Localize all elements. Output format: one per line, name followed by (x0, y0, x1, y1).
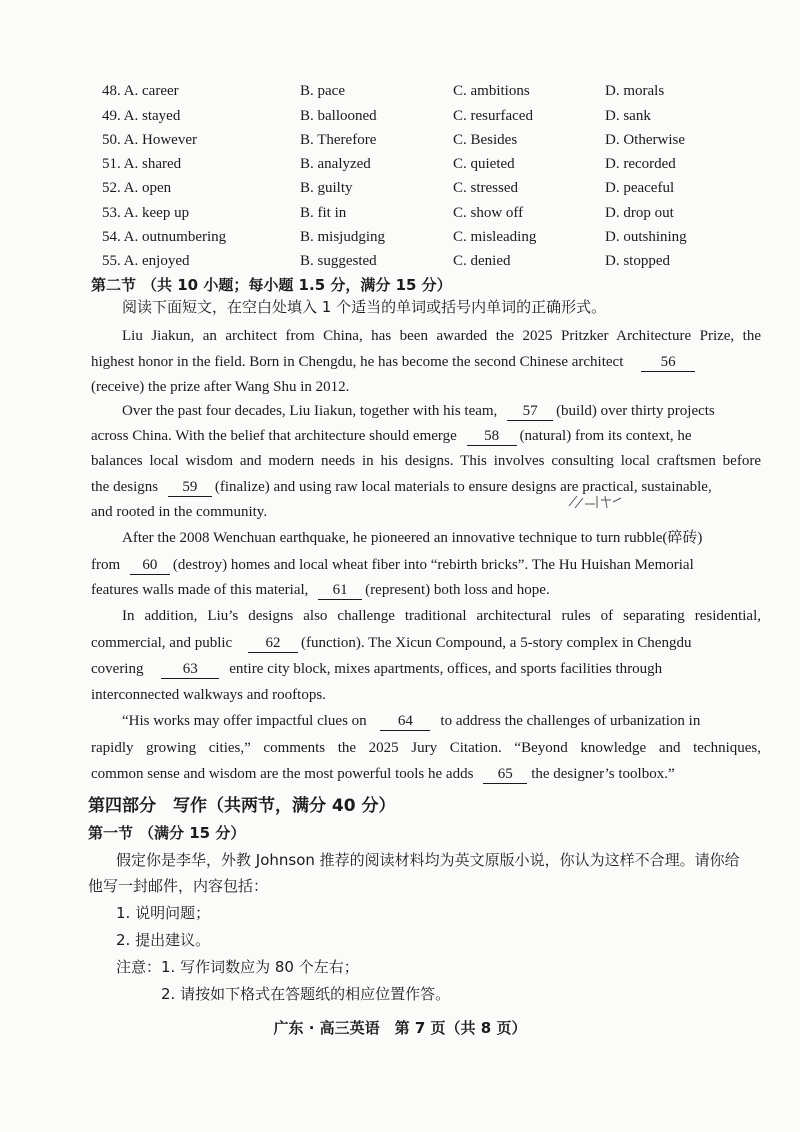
option-d[interactable]: D. sank (605, 108, 651, 124)
option-d[interactable]: D. stopped (605, 253, 670, 269)
part-4-section-1-meta: （满分 15 分） (139, 824, 246, 842)
passage-line: covering 63 entire city block, mixes apartments, offices, and sports facilities through (91, 661, 663, 677)
passage-line: rapidly growing cities,” comments the 2025 Jury Citation. “Beyond knowledge and techniques, (91, 740, 761, 756)
passage-line: commercial, and public 62 (function). The Xicun Compound, a 5-story complex in Chengdu (91, 635, 692, 651)
blank-58[interactable]: 58 (467, 428, 517, 446)
writing-prompt-line: 他写一封邮件，内容包括： (88, 877, 269, 895)
option-c[interactable]: C. denied (453, 253, 511, 269)
option-d[interactable]: D. recorded (605, 156, 676, 172)
option-a[interactable]: 54. A. outnumbering (102, 229, 227, 245)
passage-line: features walls made of this material, 61 (represent) both loss and hope. (91, 582, 550, 598)
option-d[interactable]: D. Otherwise (605, 132, 685, 148)
option-d[interactable]: D. peaceful (605, 180, 675, 196)
writing-item: 2. 提出建议。 (116, 931, 211, 949)
passage-line: (receive) the prize after Wang Shu in 2012. (91, 379, 350, 395)
passage-line: “His works may offer impactful clues on 64 to address the challenges of urbanization in (122, 713, 701, 729)
option-d[interactable]: D. drop out (605, 205, 674, 221)
option-c[interactable]: C. ambitions (453, 83, 530, 99)
passage-line: the designs 59 (finalize) and using raw local materials to ensure designs are practical, sustainable, (91, 479, 712, 495)
option-b[interactable]: B. ballooned (300, 108, 377, 124)
passage-line: Liu Jiakun, an architect from China, has been awarded the 2025 Pritzker Architecture Prize, the (122, 328, 761, 344)
writing-prompt-line: 假定你是李华，外教 Johnson 推荐的阅读材料均为英文原版小说，你认为这样不合理。请你给 (116, 851, 740, 869)
blank-57[interactable]: 57 (507, 403, 553, 421)
option-c[interactable]: C. misleading (453, 229, 537, 245)
option-row (102, 132, 762, 156)
writing-note: 注意：1. 写作词数应为 80 个左右； (116, 958, 359, 976)
passage-line: After the 2008 Wenchuan earthquake, he pioneered an innovative technique to turn rubble(碎砖) (122, 528, 703, 546)
option-a[interactable]: 52. A. open (102, 180, 172, 196)
writing-item: 1. 说明问题； (116, 904, 211, 922)
section-2-title: 第二节 (91, 276, 137, 294)
option-c[interactable]: C. stressed (453, 180, 518, 196)
option-row (102, 205, 762, 229)
option-b[interactable]: B. pace (300, 83, 345, 99)
passage-line: interconnected walkways and rooftops. (91, 687, 326, 703)
writing-note: 2. 请按如下格式在答题纸的相应位置作答。 (161, 985, 451, 1003)
part-4-title: 第四部分 写作（共两节，满分 40 分） (88, 796, 396, 816)
section-2-meta: （共 10 小题；每小题 1.5 分，满分 15 分） (142, 276, 452, 294)
passage-line: In addition, Liu’s designs also challenge traditional architectural rules of separating residential, (122, 608, 761, 624)
option-c[interactable]: C. resurfaced (453, 108, 533, 124)
blank-62[interactable]: 62 (248, 635, 298, 653)
option-c[interactable]: C. show off (453, 205, 524, 221)
passage-line: highest honor in the field. Born in Chengdu, he has become the second Chinese architect 56 (91, 352, 761, 372)
option-c[interactable]: C. quieted (453, 156, 515, 172)
option-row (102, 83, 762, 107)
blank-65[interactable]: 65 (483, 766, 527, 784)
option-b[interactable]: B. Therefore (300, 132, 377, 148)
option-b[interactable]: B. fit in (300, 205, 347, 221)
section-2-instruction: 阅读下面短文，在空白处填入 1 个适当的单词或括号内单词的正确形式。 (122, 298, 607, 316)
passage-line: from 60 (destroy) homes and local wheat fiber into “rebirth bricks”. The Hu Huishan Memorial (91, 557, 694, 573)
blank-61[interactable]: 61 (318, 582, 362, 600)
blank-56[interactable]: 56 (641, 354, 695, 372)
option-row (102, 180, 762, 204)
passage-line: Over the past four decades, Liu Iiakun, together with his team, 57 (build) over thirty projects (122, 403, 715, 419)
handwritten-mark-icon (567, 492, 623, 512)
section-2-header (91, 274, 452, 295)
passage-line: common sense and wisdom are the most powerful tools he adds 65 the designer’s toolbox.” (91, 766, 675, 782)
part-4-section-1-title: 第一节 (88, 824, 134, 842)
passage-line: across China. With the belief that architecture should emerge 58 (natural) from its context, he (91, 428, 692, 444)
option-b[interactable]: B. analyzed (300, 156, 371, 172)
blank-60[interactable]: 60 (130, 557, 170, 575)
option-b[interactable]: B. guilty (300, 180, 353, 196)
blank-59[interactable]: 59 (168, 479, 212, 497)
option-a[interactable]: 50. A. However (102, 132, 197, 148)
blank-63[interactable]: 63 (161, 661, 219, 679)
option-a[interactable]: 49. A. stayed (102, 108, 181, 124)
option-c[interactable]: C. Besides (453, 132, 518, 148)
option-b[interactable]: B. misjudging (300, 229, 386, 245)
option-a[interactable]: 48. A. career (102, 83, 179, 99)
option-row (102, 229, 762, 253)
passage-line: balances local wisdom and modern needs in his designs. This involves consulting local craftsmen before (91, 453, 761, 469)
option-row (102, 156, 762, 180)
page-footer: 广东 · 高三英语 第 7 页（共 8 页） (273, 1019, 527, 1037)
part-4-section-1-header (88, 822, 245, 843)
option-d[interactable]: D. morals (605, 83, 665, 99)
option-a[interactable]: 53. A. keep up (102, 205, 190, 221)
option-d[interactable]: D. outshining (605, 229, 687, 245)
option-a[interactable]: 51. A. shared (102, 156, 182, 172)
passage-line: and rooted in the community. (91, 504, 268, 520)
option-row (102, 108, 762, 132)
option-a[interactable]: 55. A. enjoyed (102, 253, 190, 269)
option-b[interactable]: B. suggested (300, 253, 377, 269)
blank-64[interactable]: 64 (380, 713, 430, 731)
